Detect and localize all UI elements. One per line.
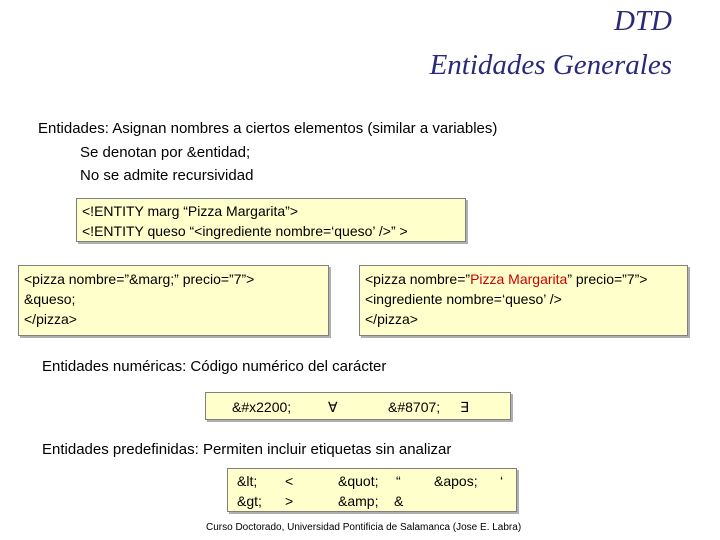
entity-declaration-box <box>76 198 466 242</box>
numeric-heading: Entidades numéricas: Código numérico del carácter <box>42 358 387 375</box>
right-line-1-start: <pizza nombre=” <box>365 271 471 287</box>
footer-credit: Curso Doctorado, Universidad Pontificia de Salamanca (Jose E. Labra) <box>206 522 522 533</box>
amp-char: & <box>394 493 404 509</box>
gt-code: &gt; <box>237 493 262 509</box>
lt-code: &lt; <box>237 473 258 489</box>
intro-heading: Entidades: Asignan nombres a ciertos elementos (similar a variables) <box>38 120 498 137</box>
pizza-with-entities-box <box>18 265 329 336</box>
left-line-3: </pizza> <box>24 311 77 327</box>
pizza-expanded-box <box>359 265 688 336</box>
numeric-code-1: &#x2200; <box>232 399 292 415</box>
apos-char: ‘ <box>500 473 504 489</box>
title-line-2: Entidades Generales <box>429 49 672 81</box>
numeric-char-1: ∀ <box>328 399 338 415</box>
quot-char: “ <box>396 473 401 489</box>
entity-line-1: <!ENTITY marg “Pizza Margarita”> <box>82 203 299 219</box>
lt-char: < <box>285 473 294 489</box>
quot-code: &quot; <box>338 473 379 489</box>
right-line-1-end: ” precio=”7”> <box>567 271 648 287</box>
left-line-1: <pizza nombre=”&marg;” precio=”7”> <box>24 271 255 287</box>
predefined-heading: Entidades predefinidas: Permiten incluir etiquetas sin analizar <box>42 441 452 458</box>
right-line-2: <ingrediente nombre=‘queso’ /> <box>365 291 562 307</box>
entity-line-2: <!ENTITY queso “<ingrediente nombre=‘queso’ />” > <box>82 223 408 239</box>
apos-code: &apos; <box>434 473 478 489</box>
left-line-2: &queso; <box>24 291 76 307</box>
intro-bullet-2: No se admite recursividad <box>80 167 254 184</box>
numeric-char-2: ∃ <box>460 399 469 415</box>
intro-bullet-1: Se denotan por &entidad; <box>80 144 251 161</box>
numeric-code-2: &#8707; <box>388 399 441 415</box>
amp-code: &amp; <box>338 493 379 509</box>
title-line-1: DTD <box>613 5 672 37</box>
predefined-entities-box <box>227 468 517 512</box>
numeric-entities-box <box>205 392 511 420</box>
right-line-1 <box>365 269 682 289</box>
gt-char: > <box>285 493 294 509</box>
expanded-entity-highlight: Pizza Margarita <box>470 271 568 287</box>
right-line-3: </pizza> <box>365 311 418 327</box>
